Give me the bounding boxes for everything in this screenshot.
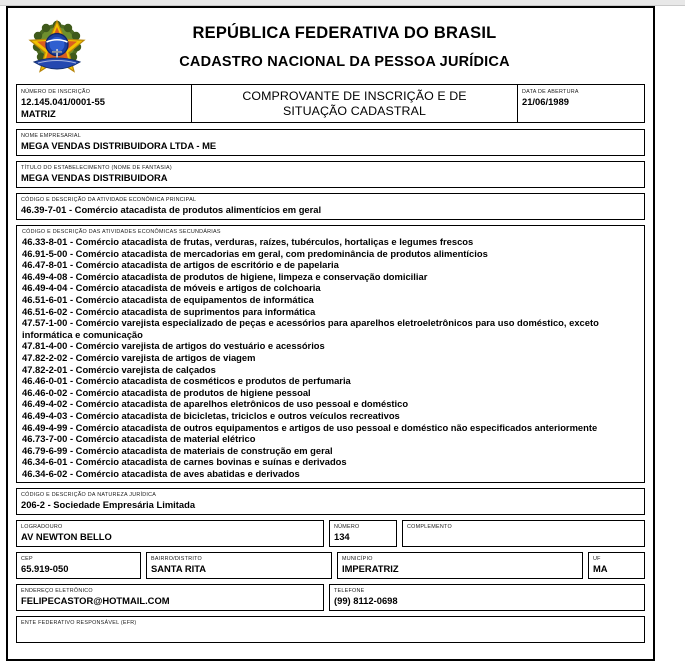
inscription-type-value: MATRIZ	[21, 108, 56, 119]
secondary-activity-item: 46.49-4-08 - Comércio atacadista de produtos de higiene, limpeza e conservação domiciliar	[22, 270, 428, 282]
trade-name-row	[16, 161, 645, 188]
secondary-activity-item: 46.34-6-01 - Comércio atacadista de carnes bovinas e suínas e derivados	[22, 456, 347, 468]
street-number-field	[329, 520, 397, 547]
email-value: FELIPECASTOR@HOTMAIL.COM	[21, 595, 170, 607]
inscription-number-field	[16, 84, 192, 123]
cnpj-document-page	[6, 6, 655, 661]
locality-row	[16, 552, 645, 579]
phone-field	[329, 584, 645, 611]
city-label: MUNICÍPIO	[342, 556, 373, 563]
secondary-activity-item: 47.82-2-02 - Comércio varejista de artigos de viagem	[22, 351, 256, 363]
secondary-activity-item: 46.46-0-02 - Comércio atacadista de produtos de higiene pessoal	[22, 386, 311, 398]
district-value: SANTA RITA	[151, 563, 207, 575]
opening-date-value: 21/06/1989	[522, 96, 569, 107]
district-field	[146, 552, 332, 579]
secondary-activity-item: 47.57-1-00 - Comércio varejista especializado de peças e acessórios para aparelhos eletroeletrônicos para uso doméstico, exceto informática e comunicação	[22, 317, 599, 340]
document-header	[16, 14, 645, 84]
trade-name-label: TÍTULO DO ESTABELECIMENTO (NOME DE FANTASIA)	[21, 165, 172, 171]
inscription-number-label: NÚMERO DE INSCRIÇÃO	[21, 89, 91, 95]
secondary-activity-item: 46.49-4-04 - Comércio atacadista de móveis e artigos de colchoaria	[22, 282, 321, 294]
inscription-number-value: 12.145.041/0001-55	[21, 96, 105, 107]
secondary-activity-item: 46.51-6-02 - Comércio atacadista de suprimentos para informática	[22, 305, 316, 317]
secondary-activity-item: 47.82-2-01 - Comércio varejista de calçados	[22, 363, 216, 375]
opening-date-field	[518, 84, 645, 123]
postal-code-field	[16, 552, 141, 579]
business-name-label: NOME EMPRESARIAL	[21, 133, 82, 139]
efr-label: ENTE FEDERATIVO RESPONSÁVEL (EFR)	[21, 620, 137, 627]
legal-nature-value: 206-2 - Sociedade Empresária Limitada	[21, 499, 196, 511]
main-activity-label: CÓDIGO E DESCRIÇÃO DA ATIVIDADE ECONÔMICA PRINCIPAL	[21, 197, 197, 203]
inscription-row	[16, 84, 645, 123]
street-row	[16, 520, 645, 547]
secondary-activity-item: 46.73-7-00 - Comércio atacadista de material elétrico	[22, 433, 256, 445]
complement-field	[402, 520, 645, 547]
efr-field	[16, 616, 645, 643]
efr-row	[16, 616, 645, 643]
secondary-activity-item: 46.47-8-01 - Comércio atacadista de artigos de escritório e de papelaria	[22, 259, 339, 271]
secondary-activities-field	[16, 225, 645, 483]
postal-code-value: 65.919-050	[21, 563, 69, 575]
postal-code-label: CEP	[21, 556, 33, 563]
secondary-activity-item: 47.81-4-00 - Comércio varejista de artigos do vestuário e acessórios	[22, 340, 325, 352]
contact-row	[16, 584, 645, 611]
district-label: BAIRRO/DISTRITO	[151, 556, 202, 563]
state-label: UF	[593, 556, 601, 563]
phone-label: TELEFONE	[334, 588, 365, 595]
page-title: REPÚBLICA FEDERATIVA DO BRASIL	[192, 24, 497, 42]
secondary-activity-item: 46.46-0-01 - Comércio atacadista de cosméticos e produtos de perfumaria	[22, 375, 351, 387]
trade-name-value: MEGA VENDAS DISTRIBUIDORA	[21, 172, 168, 183]
secondary-activity-item: 46.49-4-02 - Comércio atacadista de aparelhos eletrônicos de uso pessoal e doméstico	[22, 398, 409, 410]
city-value: IMPERATRIZ	[342, 563, 399, 575]
legal-nature-row	[16, 488, 645, 515]
email-field	[16, 584, 324, 611]
main-activity-row	[16, 193, 645, 220]
state-field	[588, 552, 645, 579]
secondary-activities-list	[22, 236, 640, 479]
comprovante-title-line2: SITUAÇÃO CADASTRAL	[283, 103, 426, 118]
secondary-activity-item: 46.49-4-03 - Comércio atacadista de bicicletas, triciclos e outros veículos recreativos	[22, 409, 400, 421]
complement-label: COMPLEMENTO	[407, 524, 452, 531]
street-label: LOGRADOURO	[21, 524, 63, 531]
business-name-value: MEGA VENDAS DISTRIBUIDORA LTDA - ME	[21, 140, 217, 151]
legal-nature-field	[16, 488, 645, 515]
legal-nature-label: CÓDIGO E DESCRIÇÃO DA NATUREZA JURÍDICA	[21, 492, 157, 499]
secondary-activity-item: 46.33-8-01 - Comércio atacadista de frutas, verduras, raízes, tubérculos, hortaliças e legumes frescos	[22, 236, 474, 247]
street-number-value: 134	[334, 531, 350, 543]
comprovante-title-cell	[192, 84, 518, 123]
street-value: AV NEWTON BELLO	[21, 531, 112, 543]
page-subtitle: CADASTRO NACIONAL DA PESSOA JURÍDICA	[179, 54, 510, 70]
main-activity-value: 46.39-7-01 - Comércio atacadista de produtos alimentícios em geral	[21, 204, 322, 215]
email-label: ENDEREÇO ELETRÔNICO	[21, 588, 93, 595]
brazil-coat-of-arms-icon	[26, 16, 88, 78]
secondary-activity-item: 46.49-4-99 - Comércio atacadista de outros equipamentos e artigos de uso pessoal e doméstico não especificados anteriormente	[22, 421, 598, 433]
comprovante-title-line1: COMPROVANTE DE INSCRIÇÃO E DE	[242, 88, 467, 103]
street-field	[16, 520, 324, 547]
business-name-row	[16, 129, 645, 156]
city-field	[337, 552, 583, 579]
street-number-label: NÚMERO	[334, 524, 360, 531]
secondary-activity-item: 46.34-6-02 - Comércio atacadista de aves abatidas e derivados	[22, 467, 300, 479]
secondary-activity-item: 46.91-5-00 - Comércio atacadista de mercadorias em geral, com predominância de produtos alimentícios	[22, 247, 488, 259]
secondary-activity-item: 46.51-6-01 - Comércio atacadista de equipamentos de informática	[22, 293, 314, 305]
opening-date-label: DATA DE ABERTURA	[522, 89, 579, 95]
secondary-activity-item: 46.79-6-99 - Comércio atacadista de materiais de construção em geral	[22, 444, 333, 456]
state-value: MA	[593, 563, 608, 575]
phone-value: (99) 8112-0698	[334, 595, 398, 607]
secondary-activities-label: CÓDIGO E DESCRIÇÃO DAS ATIVIDADES ECONÔMICAS SECUNDÁRIAS	[22, 229, 221, 235]
business-name-field	[16, 129, 645, 156]
trade-name-field	[16, 161, 645, 188]
main-activity-field	[16, 193, 645, 220]
